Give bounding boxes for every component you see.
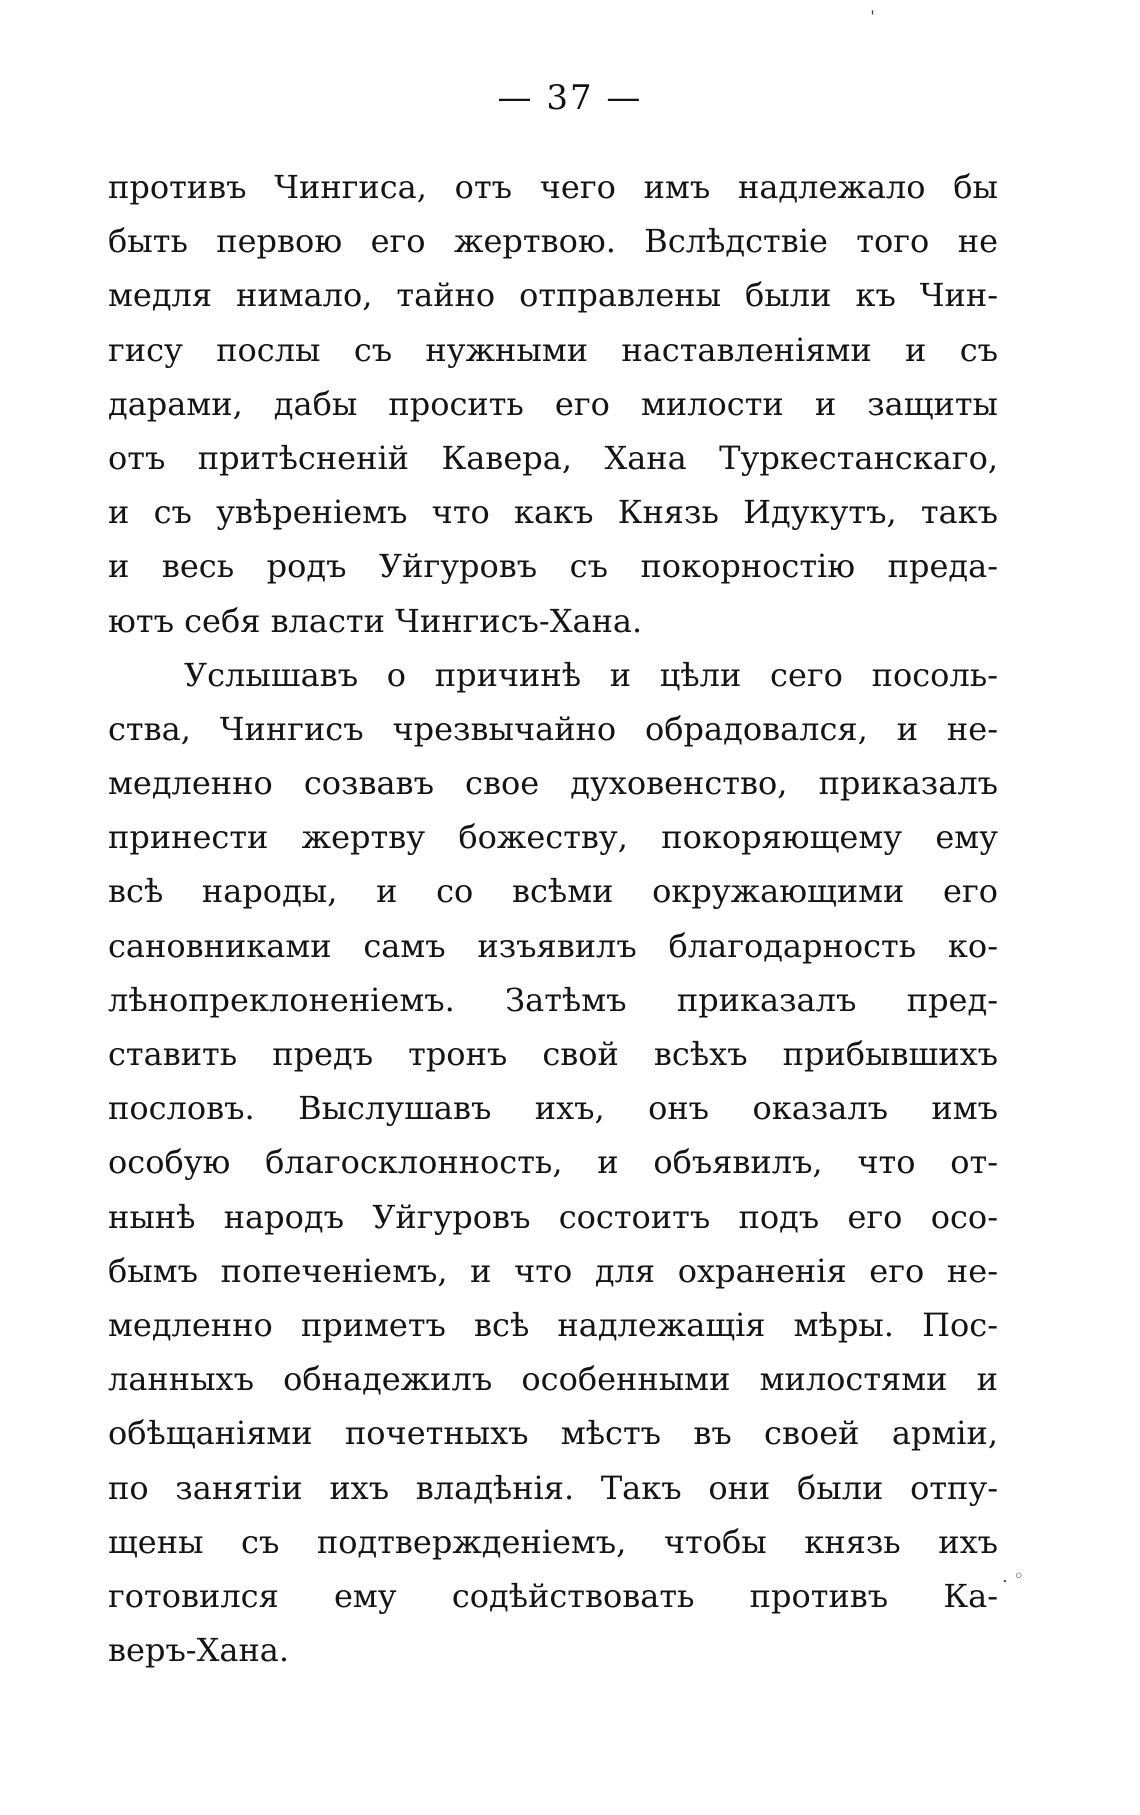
paragraph-2 <box>108 648 998 1678</box>
text-line: и весь родъ Уйгуровъ съ покорностію преда- <box>108 547 998 586</box>
scan-speck: ˈ <box>870 8 875 29</box>
text-line: лѣнопреклоненіемъ. Затѣмъ приказалъ пред- <box>108 980 998 1019</box>
text-line: веръ-Хана. <box>108 1631 290 1670</box>
text-line: отъ притѣсненій Кавера, Хана Туркестанскаго, <box>108 438 998 477</box>
page-text <box>108 160 998 1677</box>
text-line: противъ Чингиса, отъ чего имъ надлежало бы <box>108 168 998 206</box>
text-line: дарами, дабы просить его милости и защиты <box>108 384 998 423</box>
text-line: щены съ подтвержденіемъ, чтобы князь ихъ <box>108 1522 998 1561</box>
text-line: и съ увѣреніемъ что какъ Князь Идукутъ, такъ <box>108 493 998 532</box>
text-line: пословъ. Выслушавъ ихъ, онъ оказалъ имъ <box>108 1089 998 1128</box>
text-line: медленно приметъ всѣ надлежащія мѣры. Пос- <box>108 1305 998 1344</box>
text-line: сановниками самъ изъявилъ благодарность ко- <box>108 926 998 965</box>
text-line: всѣ народы, и со всѣми окружающими его <box>108 872 998 911</box>
text-line: бымъ попеченіемъ, и что для охраненія его не- <box>108 1251 998 1290</box>
text-line: ютъ себя власти Чингисъ-Хана. <box>108 601 643 640</box>
text-line: ланныхъ обнадежилъ особенными милостями и <box>108 1360 998 1399</box>
text-line: ства, Чингисъ чрезвычайно обрадовался, и не- <box>108 709 998 748</box>
text-line: принести жертву божеству, покоряющему ему <box>108 818 998 857</box>
text-line: Услышавъ о причинѣ и цѣли сего посоль- <box>184 655 998 694</box>
text-line: по занятіи ихъ владѣнія. Такъ они были отпу- <box>108 1468 998 1507</box>
text-line: быть первою его жертвою. Вслѣдствіе того не <box>108 222 998 261</box>
text-line: гису послы съ нужными наставленіями и съ <box>108 330 998 369</box>
text-line: ставить предъ тронъ свой всѣхъ прибывшихъ <box>108 1035 998 1073</box>
paragraph-1 <box>108 160 998 648</box>
text-line: медля нимало, тайно отправлены были къ Чин- <box>108 276 998 315</box>
text-line: медленно созвавъ свое духовенство, приказалъ <box>108 764 998 803</box>
text-line: обѣщаніями почетныхъ мѣстъ въ своей арміи, <box>108 1414 998 1453</box>
text-line: готовился ему содѣйствовать противъ Ка- <box>108 1576 998 1615</box>
text-line: особую благосклонность, и объявилъ, что от- <box>108 1143 998 1182</box>
page-number: — 37 — <box>497 78 643 118</box>
text-line: нынѣ народъ Уйгуровъ состоитъ подъ его осо- <box>108 1197 998 1236</box>
scan-speck: . ◦ <box>1002 1566 1025 1587</box>
